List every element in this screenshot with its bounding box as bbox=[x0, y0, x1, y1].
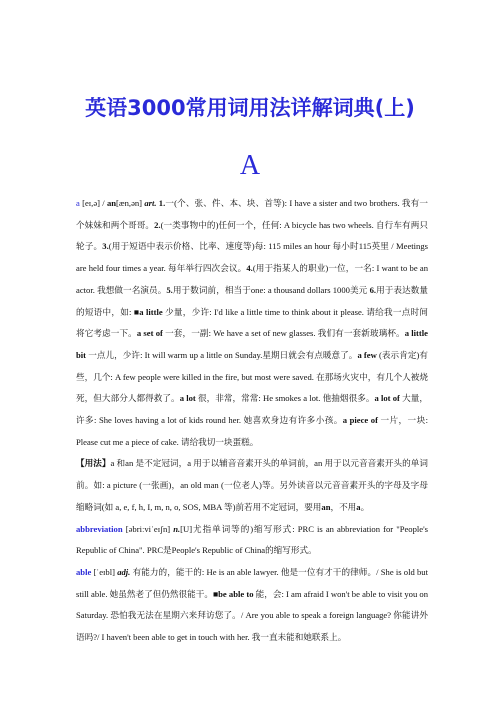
usage-bold-a: a bbox=[356, 501, 361, 512]
usage-label: 【用法】 bbox=[76, 458, 111, 469]
entry-a bbox=[76, 193, 428, 453]
dictionary-body bbox=[76, 193, 428, 649]
entry-able bbox=[76, 562, 428, 649]
section-letter: A bbox=[239, 150, 261, 181]
usage-text: a 和an 是不定冠词，a 用于以辅音音素开头的单词前，an 用于以元音音素开头的单词前。如: a picture (一张画)，an old man (一位老人)等。另外读音以元音音素开头的字母及字母缩略词(如 a, e, f, h, I, m, n, o, SOS, MBA 等)前若用不定冠词，要用 bbox=[76, 458, 428, 512]
entry-a-definition bbox=[76, 198, 428, 447]
entry-a-run: a set of bbox=[136, 328, 163, 339]
able-definition-2: 能，会: I am afraid I won't be able to visit you on Saturday. 恐怕我无法在星期六来拜访您了。/ Are you able to speak a foreign language? 你能讲外语吗?/ I haven't been able to get in touch with her. 我一直未能和她联系上。 bbox=[76, 588, 429, 643]
entry-a-run: 少量，少许: I'd like a little time to think about it please. 请给我一点时间将它考虑一下。 bbox=[76, 306, 428, 339]
entry-a-run: [æn,ən] bbox=[116, 198, 145, 208]
entry-a-run: 一片，一块: Please cut me a piece of cake. 请给我切一块蛋糕。 bbox=[76, 415, 428, 447]
able-pronunciation: [ˈeɪbl] bbox=[91, 566, 118, 577]
entry-a-run: 用于数词前，相当于one: a thousand dollars 1000美元 bbox=[172, 284, 370, 295]
headword-abbreviation: abbreviation bbox=[76, 523, 123, 534]
entry-a-run: 5. bbox=[166, 284, 173, 295]
entry-a-run: 很，非常，常常: He smokes a lot. 他抽烟很多。 bbox=[195, 393, 375, 404]
entry-a-run: ■a little bbox=[133, 306, 163, 317]
entry-a-run: 3. bbox=[102, 241, 109, 252]
entry-a-run: art. bbox=[144, 198, 157, 208]
page-title: 英语3000常用词用法详解词典(上) bbox=[85, 96, 415, 120]
entry-a-run: (一类事物中的)任何一个，任何: A bicycle has two wheels. 自行车有两只轮子。 bbox=[76, 219, 428, 252]
usage-note bbox=[76, 453, 428, 518]
entry-a-run: a lot of bbox=[374, 393, 400, 404]
entry-a-run: 2. bbox=[154, 219, 161, 230]
entry-a-run: an bbox=[106, 198, 117, 208]
entry-a-run: 6. bbox=[369, 284, 377, 295]
entry-a-run: 4. bbox=[246, 263, 253, 274]
able-pos: adj. bbox=[117, 566, 131, 577]
entry-a-run: (用于短语中表示价格、比率、速度等)每: 115 miles an hour 每小时115英里 / Meetings are held four times a year. 每年举行四次会议。 bbox=[76, 241, 428, 274]
usage-tail: ，不用 bbox=[330, 501, 357, 512]
entry-a-run: 一点儿，少许: It will warm up a little on Sunday.星期日就会有点暖意了。 bbox=[86, 349, 358, 360]
entry-a-run: 大量，许多: She loves having a lot of kids round her. 她喜欢身边有许多小孩。 bbox=[76, 393, 428, 426]
headword-a: a bbox=[76, 198, 80, 208]
usage-bold-an: an bbox=[321, 501, 331, 512]
able-phrase: ■be able to bbox=[212, 588, 254, 599]
abbreviation-pronunciation: [əbriːviˈeɪʃn] bbox=[122, 523, 174, 534]
abbreviation-definition: [U]尤指单词等的)缩写形式: PRC is an abbreviation for "People's Republic of China". PRC是People's Republic of China的缩写形式。 bbox=[76, 523, 429, 556]
entry-a-run: a piece of bbox=[342, 415, 378, 426]
entry-a-run: a little bit bbox=[76, 328, 428, 360]
usage-end: 。 bbox=[360, 501, 370, 512]
entry-a-run: 一(个、张、件、本、块、首等): I have a sister and two brothers. 我有一个妹妹和两个哥哥。 bbox=[76, 198, 428, 230]
able-definition-1: 有能力的，能干的: He is an able lawyer. 他是一位有才干的律师。/ She is old but still able. 她虽然老了但仍然很能干。 bbox=[76, 566, 428, 599]
entry-a-run: 1. bbox=[158, 198, 166, 208]
headword-able: able bbox=[76, 566, 92, 577]
abbreviation-pos: n. bbox=[173, 523, 181, 534]
entry-a-run: 一套，一副: We have a set of new glasses. 我们有一套新玻璃杯。 bbox=[162, 328, 405, 339]
entry-a-run: 用于表达数量的短语中，如: bbox=[76, 284, 428, 317]
entry-a-run: [eɪ,ə] / bbox=[79, 198, 107, 208]
entry-a-run: (用于指某人的职业)一位，一名: I want to be an actor. 我想做一名演员。 bbox=[76, 263, 429, 295]
entry-a-run: a lot bbox=[179, 393, 196, 404]
entry-abbreviation bbox=[76, 519, 428, 562]
entry-a-run: (表示肯定)有些，几个: A few people were killed in the fire, but most were saved. 在那场火灾中，有几个人被烧死，但大部分人都得救了。 bbox=[76, 349, 428, 404]
entry-a-run: a few bbox=[357, 349, 377, 360]
